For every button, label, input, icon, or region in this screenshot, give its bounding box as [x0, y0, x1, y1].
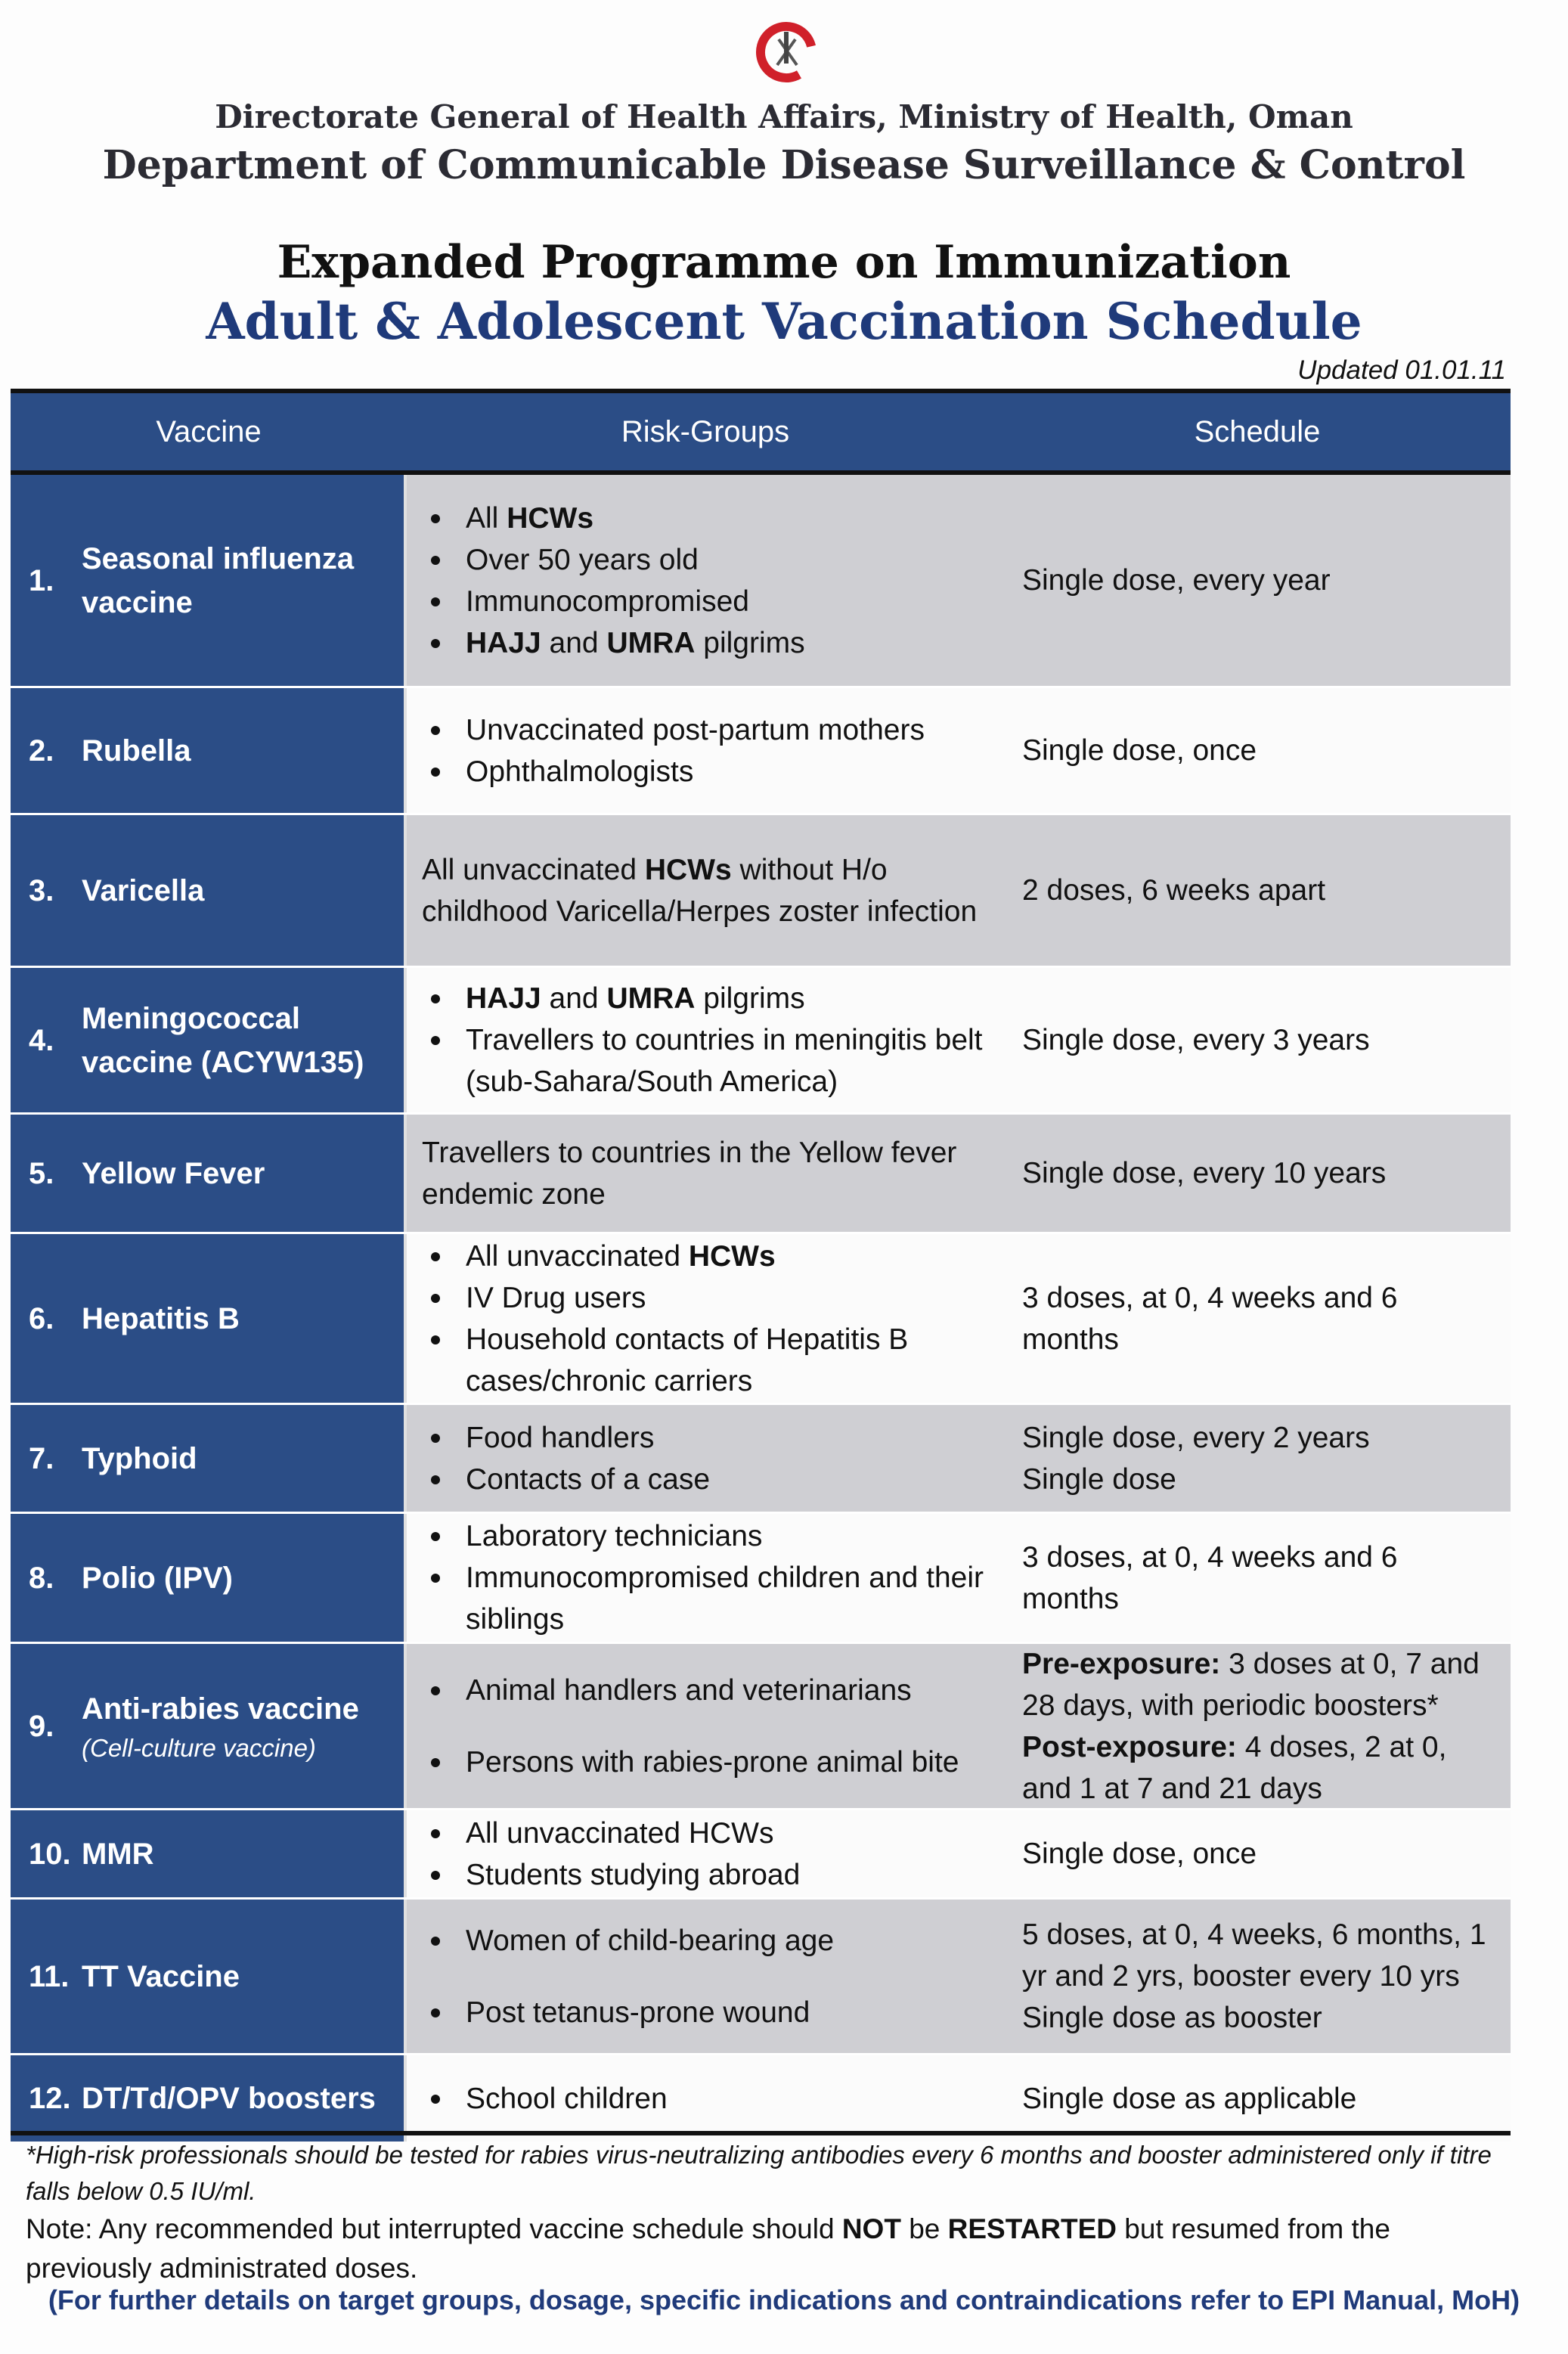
- risk-cell: [407, 1234, 1004, 1403]
- schedule-cell: 3 doses, at 0, 4 weeks and 6 months: [1004, 1514, 1511, 1642]
- schedule-cell: Single dose, every 10 years: [1004, 1115, 1511, 1232]
- row-number: 9.: [29, 1709, 54, 1743]
- risk-cell: [407, 1514, 1004, 1642]
- list-item: Travellers to countries in meningitis belt (sub-Sahara/South America): [422, 1019, 1004, 1103]
- row-number: 8.: [29, 1561, 54, 1595]
- list-item: Students studying abroad: [422, 1854, 800, 1896]
- vaccine-name: Varicella: [82, 873, 205, 907]
- list-item: Household contacts of Hepatitis B cases/chronic carriers: [422, 1319, 1004, 1402]
- row-number: 4.: [29, 1023, 54, 1057]
- risk-cell: [407, 1644, 1004, 1808]
- list-item: All unvaccinated HCWs: [422, 1813, 800, 1854]
- ministry-logo-icon: [748, 11, 824, 86]
- schedule-cell: 5 doses, at 0, 4 weeks, 6 months, 1 yr and 2 yrs, booster every 10 yrs Single dose as booster: [1004, 1900, 1511, 2053]
- vaccine-name: Yellow Fever: [82, 1156, 265, 1190]
- schedule-title: Adult & Adolescent Vaccination Schedule: [206, 292, 1362, 351]
- table-row: [11, 1405, 1511, 1514]
- vaccine-name: Typhoid: [82, 1441, 197, 1475]
- risk-cell: [407, 1405, 1004, 1512]
- risk-cell: Travellers to countries in the Yellow fever endemic zone: [407, 1115, 1004, 1232]
- vaccine-name: TT Vaccine: [82, 1959, 240, 1993]
- vaccine-cell: [11, 2055, 407, 2142]
- reference-note: (For further details on target groups, dosage, specific indications and contraindications refer to EPI Manual, MoH): [48, 2284, 1520, 2315]
- vaccine-name: Rubella: [82, 733, 191, 768]
- table-row: [11, 1514, 1511, 1644]
- row-number: 1.: [29, 563, 54, 597]
- list-item: Persons with rabies-prone animal bite: [422, 1741, 959, 1783]
- vaccine-cell: [11, 815, 407, 966]
- programme-title: Expanded Programme on Immunization: [277, 236, 1291, 289]
- risk-cell: [407, 475, 1004, 686]
- row-number: 6.: [29, 1301, 54, 1335]
- schedule-cell: Single dose, once: [1004, 688, 1511, 813]
- risk-cell: [407, 688, 1004, 813]
- header-vaccine: Vaccine: [156, 414, 262, 448]
- risk-cell: All unvaccinated HCWs without H/o childhood Varicella/Herpes zoster infection: [407, 815, 1004, 966]
- row-number: 2.: [29, 733, 54, 768]
- table-row: [11, 1900, 1511, 2055]
- vaccine-cell: [11, 1405, 407, 1512]
- risk-cell: [407, 1810, 1004, 1897]
- risk-cell: [407, 1900, 1004, 2053]
- schedule-cell: Pre-exposure: 3 doses at 0, 7 and 28 days, with periodic boosters* Post-exposure: 4 doses, 2 at 0, and 1 at 7 and 21 days: [1004, 1644, 1511, 1808]
- asterisk-footnote: *High-risk professionals should be tested for rabies virus-neutralizing antibodies every 6 months and booster administered only if titre falls below 0.5 IU/ml.: [26, 2141, 1492, 2205]
- vaccine-name: Seasonal influenza vaccine: [82, 541, 355, 619]
- vaccine-cell: [11, 1234, 407, 1403]
- vaccine-cell: [11, 1900, 407, 2053]
- table-row: [11, 1644, 1511, 1810]
- table-bottom-rule: [11, 2131, 1511, 2135]
- schedule-cell: 2 doses, 6 weeks apart: [1004, 815, 1511, 966]
- schedule-cell: Single dose, once: [1004, 1810, 1511, 1897]
- schedule-cell: Single dose, every year: [1004, 475, 1511, 686]
- vaccine-name: Hepatitis B: [82, 1301, 240, 1335]
- table-row: [11, 968, 1511, 1115]
- list-item: Post tetanus-prone wound: [422, 1992, 834, 2033]
- vaccine-cell: [11, 968, 407, 1112]
- list-item: IV Drug users: [422, 1277, 1004, 1319]
- row-number: 10.: [29, 1837, 71, 1871]
- table-row: [11, 815, 1511, 968]
- list-item: Unvaccinated post-partum mothers: [422, 709, 925, 751]
- updated-date: Updated 01.01.11: [1297, 355, 1506, 385]
- risk-cell: [407, 2055, 1004, 2142]
- vaccine-cell: [11, 1810, 407, 1897]
- list-item: Over 50 years old: [422, 539, 805, 581]
- list-item: Food handlers: [422, 1417, 710, 1459]
- vaccine-name: Meningococcal vaccine (ACYW135): [82, 1001, 364, 1079]
- table-row: [11, 688, 1511, 815]
- list-item: Immunocompromised children and their siblings: [422, 1557, 1004, 1640]
- row-number: 3.: [29, 873, 54, 907]
- vaccine-name: DT/Td/OPV boosters: [82, 2082, 376, 2115]
- list-item: All unvaccinated HCWs: [422, 1236, 1004, 1277]
- row-number: 12.: [29, 2082, 71, 2115]
- table-row: [11, 1115, 1511, 1234]
- list-item: Animal handlers and veterinarians: [422, 1670, 959, 1711]
- list-item: Ophthalmologists: [422, 751, 925, 792]
- department-heading: Department of Communicable Disease Surveillance & Control: [102, 142, 1466, 188]
- table-header: [11, 393, 1511, 475]
- list-item: Laboratory technicians: [422, 1515, 1004, 1557]
- table-row: [11, 1810, 1511, 1900]
- vaccine-cell: [11, 688, 407, 813]
- directorate-heading: Directorate General of Health Affairs, Ministry of Health, Oman: [215, 98, 1353, 135]
- schedule-cell: Single dose, every 2 years Single dose: [1004, 1405, 1511, 1512]
- schedule-cell: Single dose, every 3 years: [1004, 968, 1511, 1112]
- vaccination-table: [11, 389, 1511, 2142]
- vaccine-name: MMR: [82, 1837, 154, 1871]
- vaccine-cell: [11, 1115, 407, 1232]
- vaccine-name: Anti-rabies vaccine (Cell-culture vaccine): [82, 1687, 404, 1766]
- list-item: Contacts of a case: [422, 1459, 710, 1500]
- row-number: 11.: [29, 1959, 70, 1993]
- list-item: HAJJ and UMRA pilgrims: [422, 978, 1004, 1019]
- list-item: All HCWs: [422, 498, 805, 539]
- row-number: 5.: [29, 1156, 54, 1190]
- restart-note: Note: Any recommended but interrupted vaccine schedule should NOT be RESTARTED but resumed from the previously administrated doses.: [26, 2213, 1390, 2284]
- vaccine-cell: [11, 475, 407, 686]
- list-item: School children: [422, 2078, 668, 2120]
- schedule-cell: Single dose as applicable: [1004, 2055, 1511, 2142]
- table-row: [11, 1234, 1511, 1405]
- vaccine-name: Polio (IPV): [82, 1561, 233, 1595]
- vaccine-cell: [11, 1514, 407, 1642]
- row-number: 7.: [29, 1441, 54, 1475]
- schedule-cell: 3 doses, at 0, 4 weeks and 6 months: [1004, 1234, 1511, 1403]
- vaccine-cell: [11, 1644, 407, 1808]
- vaccine-subtitle: (Cell-culture vaccine): [82, 1733, 316, 1762]
- header-schedule: Schedule: [1194, 414, 1321, 448]
- risk-cell: [407, 968, 1004, 1112]
- list-item: Immunocompromised: [422, 581, 805, 622]
- list-item: HAJJ and UMRA pilgrims: [422, 622, 805, 664]
- list-item: Women of child-bearing age: [422, 1920, 834, 1962]
- table-row: [11, 475, 1511, 688]
- table-row: [11, 2055, 1511, 2142]
- header-risk-groups: Risk-Groups: [621, 414, 790, 448]
